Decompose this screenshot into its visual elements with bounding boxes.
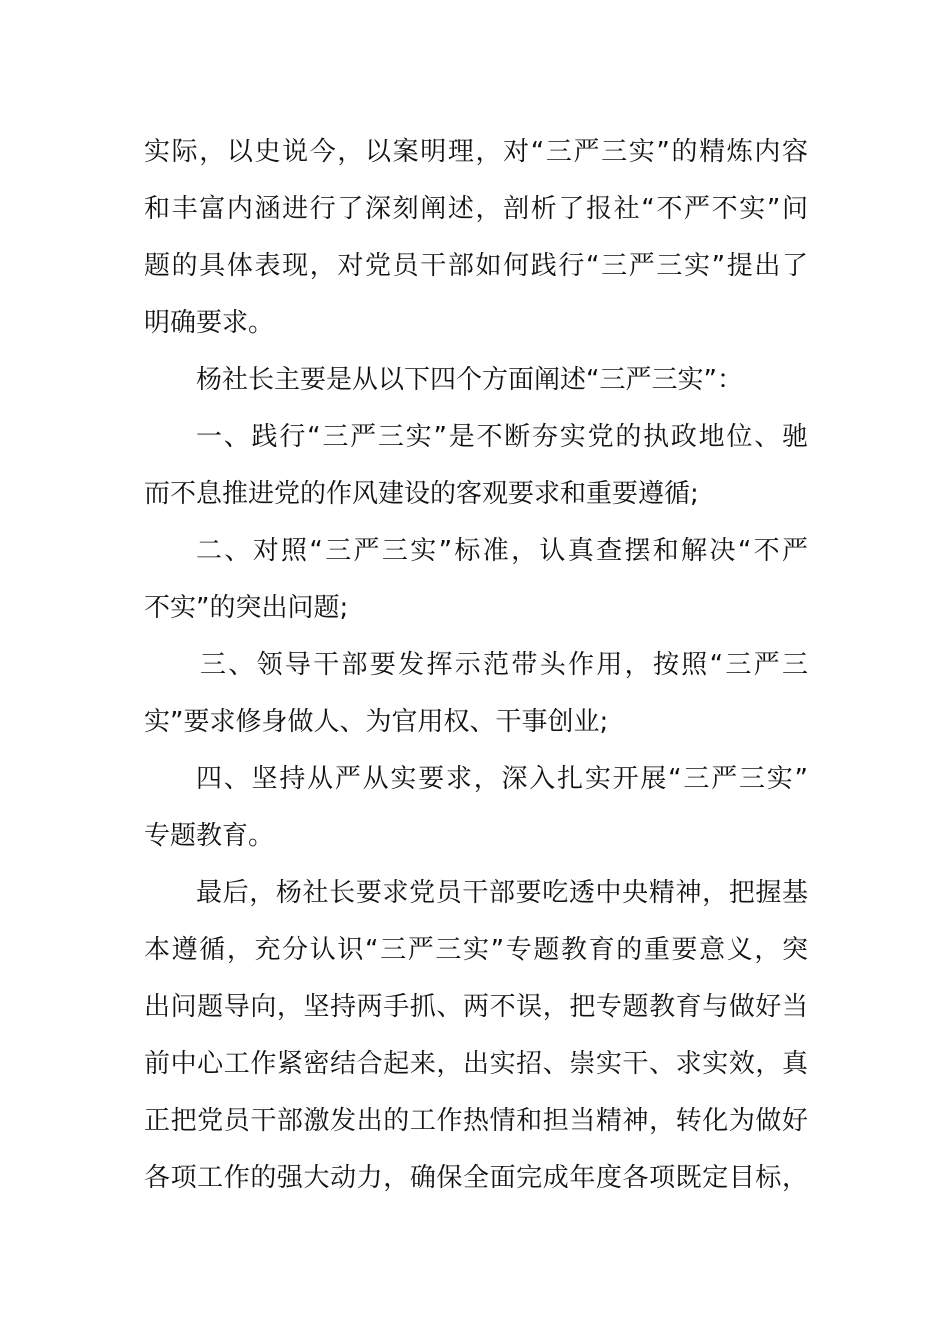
text-line-13: 专题教育。 [144,821,275,851]
text-line-4: 明确要求。 [144,308,275,338]
text-line-5: 杨社长主要是从以下四个方面阐述“三严三实”： [196,365,743,395]
text-line-17: 前中心工作紧密结合起来，出实招、崇实干、求实效，真 [144,1049,808,1079]
text-line-3: 题的具体表现，对党员干部如何践行“三严三实”提出了 [144,251,808,281]
text-line-19: 各项工作的强大动力，确保全面完成年度各项既定目标， [144,1163,808,1193]
text-line-10: 三、领导干部要发挥示范带头作用，按照“三严三 [200,650,808,680]
text-line-1: 实际，以史说今，以案明理，对“三严三实”的精炼内容 [144,137,808,167]
text-line-9: 不实”的突出问题; [144,593,349,623]
text-line-2: 和丰富内涵进行了深刻阐述，剖析了报社“不严不实”问 [144,194,808,224]
text-line-16: 出问题导向，坚持两手抓、两不误，把专题教育与做好当 [144,992,808,1022]
text-line-18: 正把党员干部激发出的工作热情和担当精神，转化为做好 [144,1106,808,1136]
text-line-8: 二、对照“三严三实”标准，认真查摆和解决“不严 [196,536,808,566]
text-line-14: 最后，杨社长要求党员干部要吃透中央精神，把握基 [196,878,808,908]
document-body [144,124,808,1207]
text-line-11: 实”要求修身做人、为官用权、干事创业; [144,707,609,737]
text-line-6: 一、践行“三严三实”是不断夯实党的执政地位、驰 [196,422,808,452]
text-line-15: 本遵循，充分认识“三严三实”专题教育的重要意义，突 [144,935,808,965]
text-line-7: 而不息推进党的作风建设的客观要求和重要遵循; [144,479,699,509]
text-line-12: 四、坚持从严从实要求，深入扎实开展“三严三实” [196,764,808,794]
